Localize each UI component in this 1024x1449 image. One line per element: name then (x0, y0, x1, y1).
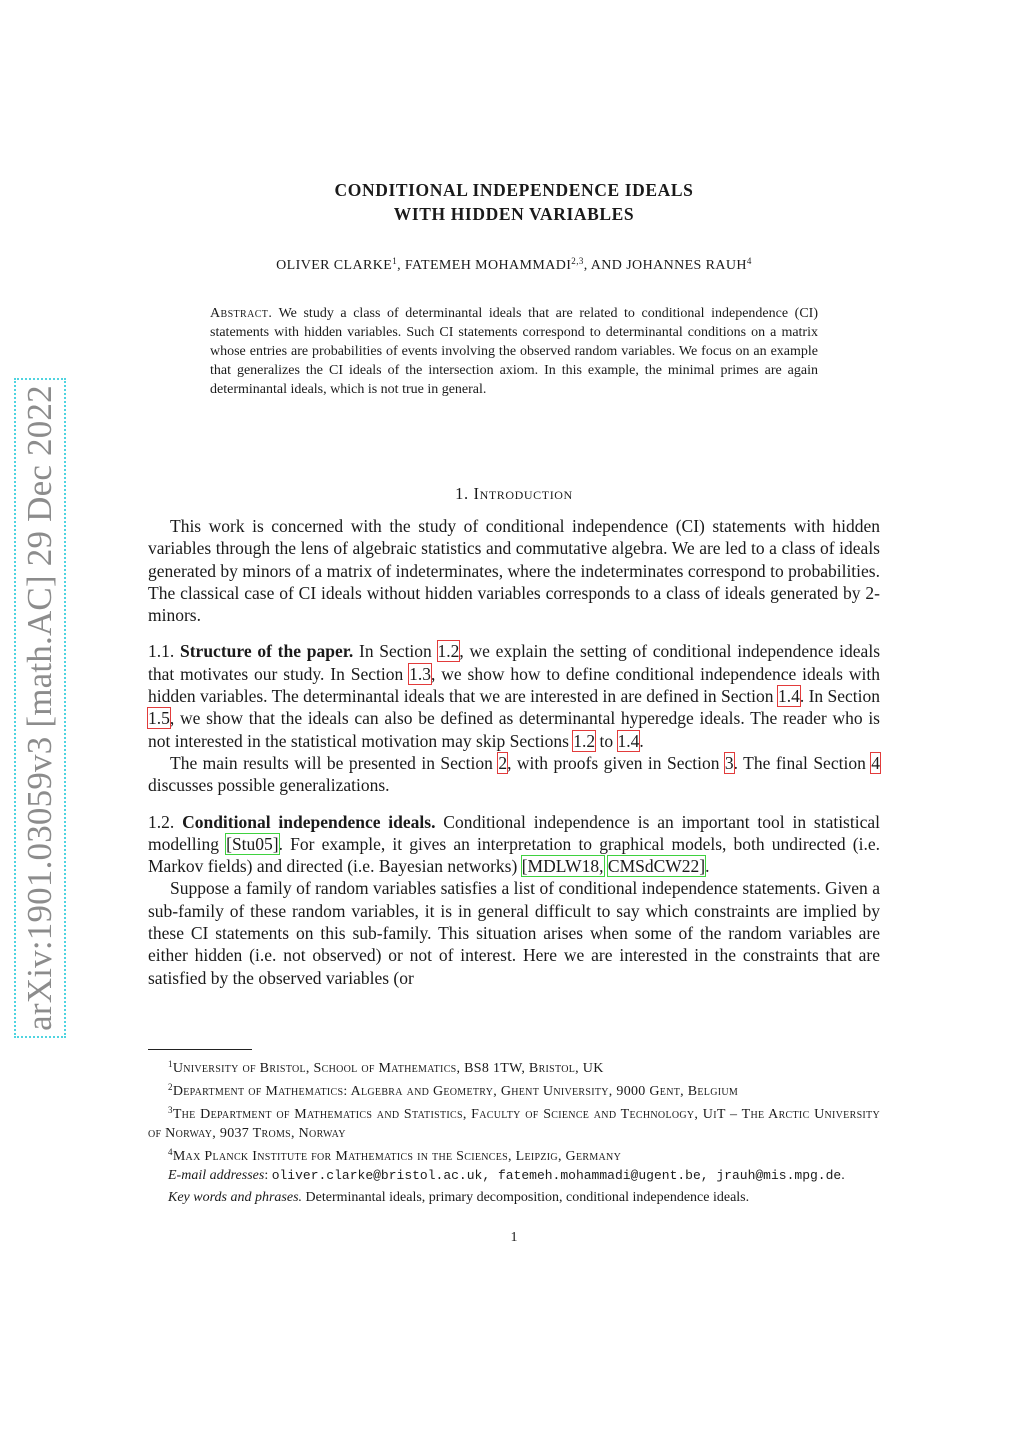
footnote-mark: 3 (168, 1105, 173, 1115)
footnote-text: The Department of Mathematics and Statistics, Faculty of Science and Technology, UiT – The Arctic University of Norway, 9037 Troms, Norway (148, 1107, 880, 1141)
footnotes (148, 1055, 880, 1207)
text-run: The main results will be presented in Section (170, 752, 499, 773)
text-run: discusses possible generalizations. (148, 775, 390, 796)
subsection-title: Structure of the paper. (180, 641, 354, 662)
section-ref-link[interactable]: 3 (724, 752, 734, 773)
hidden-variables-paragraph: Suppose a family of random variables satisfies a list of conditional independence statements. Given a sub-family of these random variables, it is in general difficult to say which constraints are implied by these CI statements on this sub-family. This situation arises when some of the random variables are either hidden (i.e. not observed) or not of interest. Here we are interested in the constraints that are satisfied by the observed variables (or (148, 878, 880, 988)
title-line-2: WITH HIDDEN VARIABLES (393, 204, 635, 224)
text-run: . The final Section (733, 752, 872, 773)
footnote-affiliation-2 (148, 1078, 880, 1101)
text-run: , with proofs given in Section (507, 752, 725, 773)
footnote-mark: 2 (168, 1082, 173, 1092)
email-addresses (148, 1166, 880, 1185)
section-ref-link[interactable]: 1.4 (617, 730, 640, 751)
footnote-mark: 1 (168, 1059, 173, 1069)
text-run: In Section (353, 641, 438, 662)
text-run: . For example, it gives an interpretation to graphical models, both undirected (i.e. Markov fields) and directed (i.e. Bayesian networks) (148, 833, 880, 877)
footnote-text: Department of Mathematics: Algebra and Geometry, Ghent University, 9000 Gent, Belgium (172, 1084, 739, 1099)
page-number: 1 (510, 1230, 518, 1245)
section-ref-link[interactable]: 1.2 (437, 641, 460, 662)
citation-link[interactable]: CMSdCW22] (607, 856, 706, 877)
text-run: . (639, 730, 644, 751)
title-line-1: CONDITIONAL INDEPENDENCE IDEALS (334, 180, 694, 200)
email-list[interactable]: oliver.clarke@bristol.ac.uk, fatemeh.mohammadi@ugent.be, jrauh@mis.mpg.de (271, 1168, 842, 1183)
author-3-affil: 4 (746, 256, 752, 266)
footnote-text: University of Bristol, School of Mathematics, BS8 1TW, Bristol, UK (172, 1061, 604, 1076)
text-run: . In Section (799, 686, 881, 707)
abstract-label: Abstract. (210, 306, 273, 321)
arxiv-identifier: arXiv:1901.03059v3 [math.AC] 29 Dec 2022 (20, 385, 59, 1031)
section-ref-link[interactable]: 2 (498, 752, 508, 773)
subsection-number: 1.1. (148, 641, 180, 662)
text-run: to (595, 730, 618, 751)
abstract (210, 304, 818, 399)
author-3: , AND JOHANNES RAUH (583, 258, 747, 273)
section-ref-link[interactable]: 1.3 (409, 663, 431, 684)
arxiv-side-stamp[interactable] (14, 378, 66, 1038)
section-heading-introduction: 1. Introduction (455, 484, 573, 503)
subsection-1-1-paragraph (148, 640, 880, 751)
section-ref-link[interactable]: 4 (871, 752, 881, 773)
footnote-affiliation-1 (148, 1055, 880, 1078)
section-ref-link[interactable]: 1.5 (148, 708, 170, 729)
footnote-affiliation-3 (148, 1101, 880, 1143)
keywords (148, 1188, 880, 1207)
text-run: . (705, 856, 710, 877)
subsection-title: Conditional independence ideals. (182, 811, 436, 832)
text-run: . (841, 1168, 845, 1183)
intro-paragraph: This work is concerned with the study of conditional independence (CI) statements with hidden variables through the lens of algebraic statistics and commutative algebra. We are led to a class of ideals generated by minors of a matrix of indeterminates, where the indeterminates correspond to probabilities. The classical case of CI ideals without hidden variables corresponds to a class of ideals generated by 2-minors. (148, 516, 880, 626)
subsection-1-2-paragraph (148, 811, 880, 878)
author-2: , FATEMEH MOHAMMADI (397, 258, 572, 273)
footnote-mark: 4 (168, 1147, 173, 1157)
text-run: , we show how to define conditional independence ideals with hidden variables. The determinantal ideals that we are interested in are defined in Section (148, 663, 880, 707)
abstract-text: We study a class of determinantal ideals that are related to conditional independence (CI) statements with hidden variables. Such CI statements correspond to determinantal conditions on a matrix whose entries are probabilities of events involving the observed random variables. We focus on an example that generalizes the CI ideals of the intersection axiom. In this example, the minimal primes are again determinantal ideals, which is not true in general. (210, 306, 818, 397)
body-text (148, 515, 880, 989)
author-2-affil: 2,3 (571, 256, 584, 266)
citation-link[interactable]: [Stu05] (226, 833, 279, 854)
email-label: E-mail addresses (168, 1168, 265, 1183)
author-1: OLIVER CLARKE (276, 258, 393, 273)
keywords-label: Key words and phrases. (168, 1190, 303, 1205)
footnote-affiliation-4 (148, 1143, 880, 1166)
text-run: : (264, 1168, 272, 1183)
text-run: Conditional independence is an important tool in statistical modelling (148, 811, 880, 854)
keywords-text: Determinantal ideals, primary decomposition, conditional independence ideals. (302, 1190, 750, 1205)
footnote-rule (148, 1049, 252, 1050)
footnote-text: Max Planck Institute for Mathematics in the Sciences, Leipzig, Germany (172, 1149, 622, 1164)
citation-link[interactable]: [MDLW18, (521, 856, 604, 877)
subsection-number: 1.2. (148, 811, 183, 832)
author-list (148, 256, 880, 274)
text-run: , we explain the setting of conditional independence ideals that motivates our study. In Section (148, 641, 880, 684)
main-results-paragraph (148, 752, 880, 797)
paper-title (148, 178, 880, 226)
section-ref-link[interactable]: 1.4 (777, 686, 800, 707)
text-run: , we show that the ideals can also be defined as determinantal hyperedge ideals. The reader who is not interested in the statistical motivation may skip Sections (148, 708, 880, 751)
section-ref-link[interactable]: 1.2 (573, 730, 596, 751)
author-1-affil: 1 (392, 256, 398, 266)
